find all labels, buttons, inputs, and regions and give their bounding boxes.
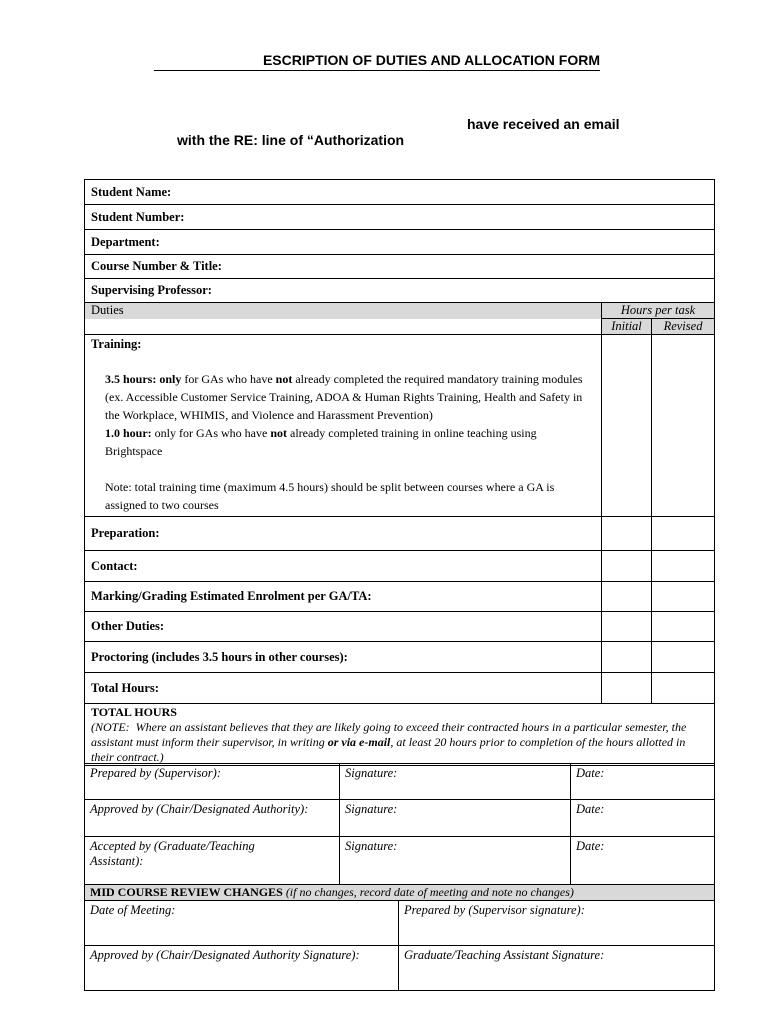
approved-signature-field[interactable]: Signature: [340, 800, 571, 837]
mid-course-row-2 [85, 946, 715, 991]
training-text-1b: already completed the required mandatory training modules [295, 372, 583, 386]
marking-row [85, 582, 715, 612]
mid-course-row-1 [85, 901, 715, 946]
training-hours-1: 3.5 hours: [105, 372, 157, 386]
preparation-revised-cell[interactable] [652, 517, 715, 551]
approved-by-field[interactable]: Approved by (Chair/Designated Authority): [85, 800, 340, 837]
contact-initial-cell[interactable] [602, 551, 652, 582]
training-text-2b: already completed training in online teaching using Brightspace [105, 426, 537, 458]
prepared-by-field[interactable]: Prepared by (Supervisor): [85, 764, 340, 800]
proctoring-initial-cell[interactable] [602, 642, 652, 673]
contact-revised-cell[interactable] [652, 551, 715, 582]
course-row [85, 255, 715, 279]
supervisor-field[interactable]: Supervising Professor: [85, 279, 715, 303]
note-text: Where an assistant believes that they are likely going to exceed their contracted hours in a particular semester, the assistant must inform their supervisor, in writing [91, 720, 687, 749]
page-title: ESCRIPTION OF DUTIES AND ALLOCATION FORM [154, 52, 600, 71]
mid-course-heading: MID COURSE REVIEW CHANGES [90, 885, 283, 899]
duties-allocation-table [84, 179, 715, 766]
other-duties-row [85, 612, 715, 642]
mid-approved-by-field[interactable]: Approved by (Chair/Designated Authority Signature): [85, 946, 399, 991]
student-name-row [85, 180, 715, 205]
signature-table [84, 763, 715, 885]
email-notice-text: have received an email [467, 116, 620, 132]
training-text-2a: only for GAs who have [154, 426, 268, 440]
prepared-row [85, 764, 715, 800]
contact-label: Contact: [85, 551, 602, 582]
department-field[interactable]: Department: [85, 230, 715, 255]
training-initial-cell[interactable] [602, 335, 652, 517]
duties-header-row [85, 303, 715, 319]
total-hours-revised-cell[interactable] [652, 673, 715, 704]
duties-header: Duties [85, 303, 602, 319]
prepared-date-field[interactable]: Date: [571, 764, 715, 800]
date-of-meeting-field[interactable]: Date of Meeting: [85, 901, 399, 946]
total-hours-row [85, 673, 715, 704]
accepted-date-field[interactable]: Date: [571, 837, 715, 885]
marking-revised-cell[interactable] [652, 582, 715, 612]
training-details [91, 370, 595, 514]
training-label: Training: [91, 337, 142, 351]
training-note: Note: total training time (maximum 4.5 hours) should be split between courses where a GA is assigned to two courses [105, 480, 555, 512]
prepared-signature-field[interactable]: Signature: [340, 764, 571, 800]
preparation-label: Preparation: [85, 517, 602, 551]
total-hours-initial-cell[interactable] [602, 673, 652, 704]
initial-header: Initial [602, 319, 652, 335]
training-revised-cell[interactable] [652, 335, 715, 517]
proctoring-revised-cell[interactable] [652, 642, 715, 673]
note-end: , at least 20 hours prior to completion of the hours allotted in their contract.) [91, 735, 686, 764]
re-line-text: with the RE: line of “Authorization [177, 132, 405, 148]
total-hours-note: (NOTE: Where an assistant believes that they are likely going to exceed their contracted hours in a particular semester, the assistant must inform their supervisor, in writing or via e-mail, at least 20 hours prior to completion of the hours allotted in their contract.) [91, 720, 687, 764]
proctoring-label: Proctoring (includes 3.5 hours in other courses): [85, 642, 602, 673]
mid-course-review-table [84, 884, 715, 991]
preparation-initial-cell[interactable] [602, 517, 652, 551]
total-hours-heading: TOTAL HOURS [91, 705, 177, 719]
other-duties-initial-cell[interactable] [602, 612, 652, 642]
supervisor-row [85, 279, 715, 303]
training-not-1: not [275, 372, 293, 386]
department-row [85, 230, 715, 255]
total-hours-note-row [85, 704, 715, 766]
course-field[interactable]: Course Number & Title: [85, 255, 715, 279]
hours-per-task-header: Hours per task [602, 303, 715, 319]
training-only-1: only [159, 372, 182, 386]
training-text-1a: for GAs who have [184, 372, 273, 386]
revised-header: Revised [652, 319, 715, 335]
hours-subheader-row [85, 319, 715, 335]
accepted-row [85, 837, 715, 885]
note-label: NOTE: [95, 720, 130, 734]
other-duties-revised-cell[interactable] [652, 612, 715, 642]
accepted-by-field[interactable]: Accepted by (Graduate/Teaching Assistant): [85, 837, 340, 885]
note-bold: or via e-mail [327, 735, 391, 749]
training-hours-2: 1.0 hour: [105, 426, 152, 440]
mid-prepared-by-field[interactable]: Prepared by (Supervisor signature): [399, 901, 715, 946]
training-row [85, 335, 715, 517]
mid-course-heading-row [85, 885, 715, 901]
training-not-2: not [270, 426, 287, 440]
preparation-row [85, 517, 715, 551]
student-name-field[interactable]: Student Name: [85, 180, 715, 205]
marking-label: Marking/Grading Estimated Enrolment per GA/TA: [85, 582, 602, 612]
accepted-signature-field[interactable]: Signature: [340, 837, 571, 885]
total-hours-label: Total Hours: [85, 673, 602, 704]
marking-initial-cell[interactable] [602, 582, 652, 612]
other-duties-label: Other Duties: [85, 612, 602, 642]
approved-date-field[interactable]: Date: [571, 800, 715, 837]
training-modules-list: (ex. Accessible Customer Service Training, ADOA & Human Rights Training, Health and Safety in the Workplace, WHIMIS, and Violence and Harassment Prevention) [105, 390, 583, 422]
ga-signature-field[interactable]: Graduate/Teaching Assistant Signature: [399, 946, 715, 991]
student-number-row [85, 205, 715, 230]
approved-row [85, 800, 715, 837]
proctoring-row [85, 642, 715, 673]
mid-course-heading-note: (if no changes, record date of meeting and note no changes) [285, 885, 574, 899]
contact-row [85, 551, 715, 582]
student-number-field[interactable]: Student Number: [85, 205, 715, 230]
